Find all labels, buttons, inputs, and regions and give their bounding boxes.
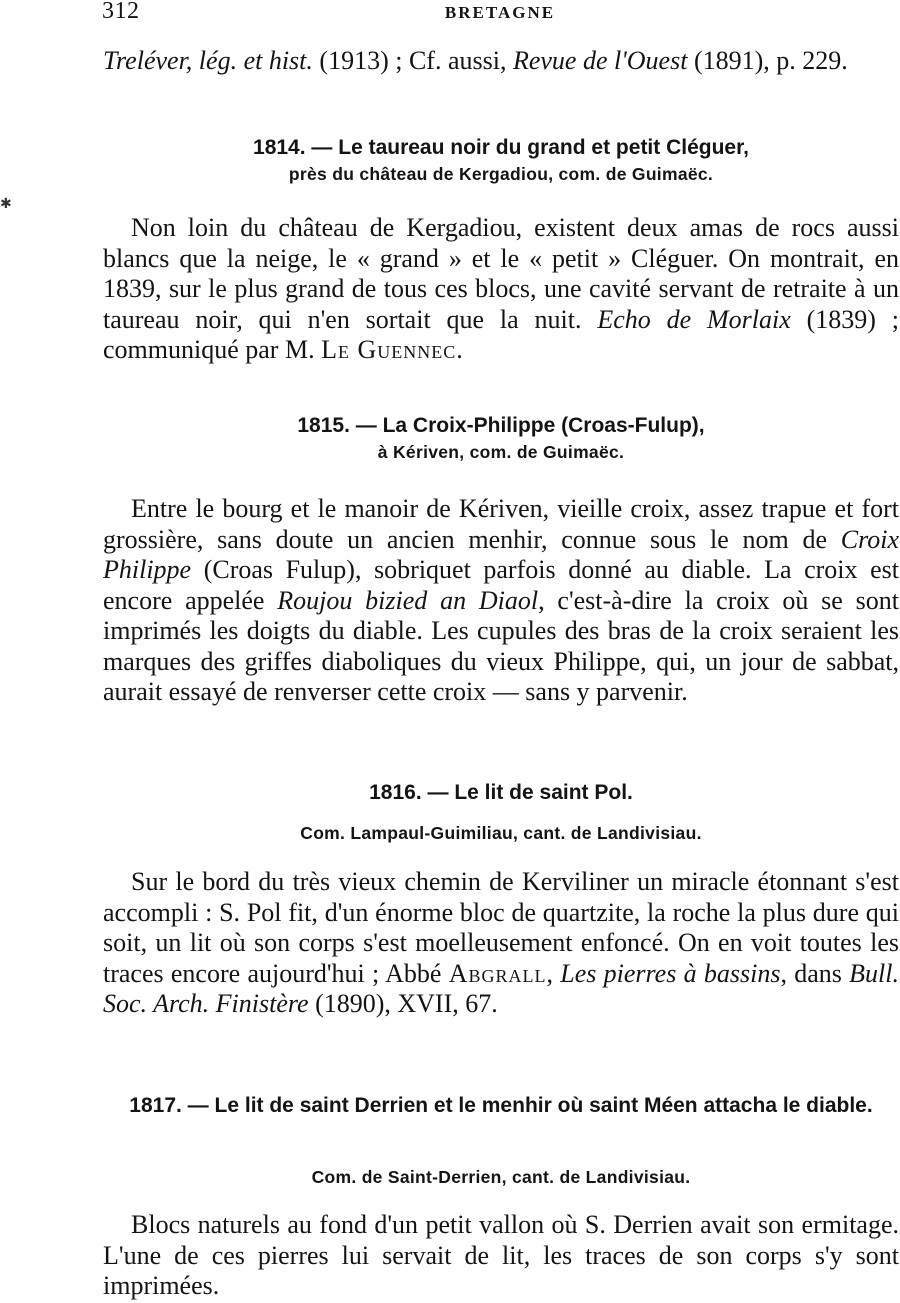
entry-1816-body: Sur le bord du très vieux chemin de Kerviliner un miracle étonnant s'est accompli : S. Pol fit, d'un énorme bloc de quartzite, la roche la plus dure qui soit, un lit où son corps s'est moelleusement enfoncé. On en voit toutes les traces encore aujourd'hui ; Abbé Abgrall, Les pierres à bassins, dans Bull. Soc. Arch. Finistère (1890), XVII, 67. <box>103 867 899 1018</box>
page-number: 312 <box>102 0 140 24</box>
running-head <box>102 0 898 26</box>
entry-subtitle: près du château de Kergadiou, com. de Guimaëc. <box>288 164 714 184</box>
entry-subtitle: Com. Lampaul-Guimiliau, cant. de Landivisiau. <box>300 823 702 843</box>
entry-1817-heading <box>103 1090 899 1121</box>
entry-title: 1815. — La Croix-Philippe (Croas-Fulup), <box>297 414 705 437</box>
author-name: Abgrall <box>448 958 547 988</box>
entry-title: 1817. — Le lit de saint Derrien et le menhir où saint Méen attacha le diable. <box>129 1094 873 1117</box>
entry-1815-body: Entre le bourg et le manoir de Kériven, vieille croix, assez trapue et fort grossière, sans doute un ancien menhir, connue sous le nom de Croix Philippe (Croas Fulup), sobriquet parfois donné au diable. La croix est encore appelée Roujou bizied an Diaol, c'est-à-dire la croix où se sont imprimés les doigts du diable. Les cupules des bras de la croix seraient les marques des griffes diaboliques du vieux Philippe, qui, un jour de sabbat, aurait essayé de renverser cette croix — sans y parvenir. <box>103 494 899 706</box>
entry-1814-heading <box>103 134 899 187</box>
entry-1814-body: Non loin du château de Kergadiou, existent deux amas de rocs aussi blancs que la neige, le « grand » et le « petit » Cléguer. On montrait, en 1839, sur le plus grand de tous ces blocs, une cavité servant de retraite à un taureau noir, qui n'en sortait que la nuit. Echo de Morlaix (1839) ; communiqué par M. Le Guennec. <box>103 213 900 364</box>
author-name: Le Guennec <box>321 335 457 364</box>
margin-asterisk-mark: ✱ <box>0 197 12 212</box>
entry-subtitle: Com. de Saint-Derrien, cant. de Landivisiau. <box>311 1167 691 1187</box>
entry-1817-body: Blocs naturels au fond d'un petit vallon où S. Derrien avait son ermitage. L'une de ces pierres lui servait de lit, les traces de son corps s'y sont imprimées. <box>103 1210 899 1300</box>
continuation-paragraph: Treléver, lég. et hist. (1913) ; Cf. aussi, Revue de l'Ouest (1891), p. 229. <box>103 46 848 75</box>
entry-1816-subheading <box>103 820 899 846</box>
entry-1816-heading <box>103 779 899 806</box>
entry-title: 1814. — Le taureau noir du grand et petit Cléguer, <box>253 136 749 159</box>
entry-title: 1816. — Le lit de saint Pol. <box>369 781 633 804</box>
entry-1817-subheading <box>103 1164 899 1190</box>
entry-subtitle: à Kériven, com. de Guimaëc. <box>377 442 625 462</box>
entry-1815-heading <box>103 412 899 465</box>
running-title: BRETAGNE <box>444 3 556 22</box>
citation-journal: Revue de l'Ouest <box>512 46 688 75</box>
citation-title: Treléver, lég. et hist. <box>103 46 313 75</box>
